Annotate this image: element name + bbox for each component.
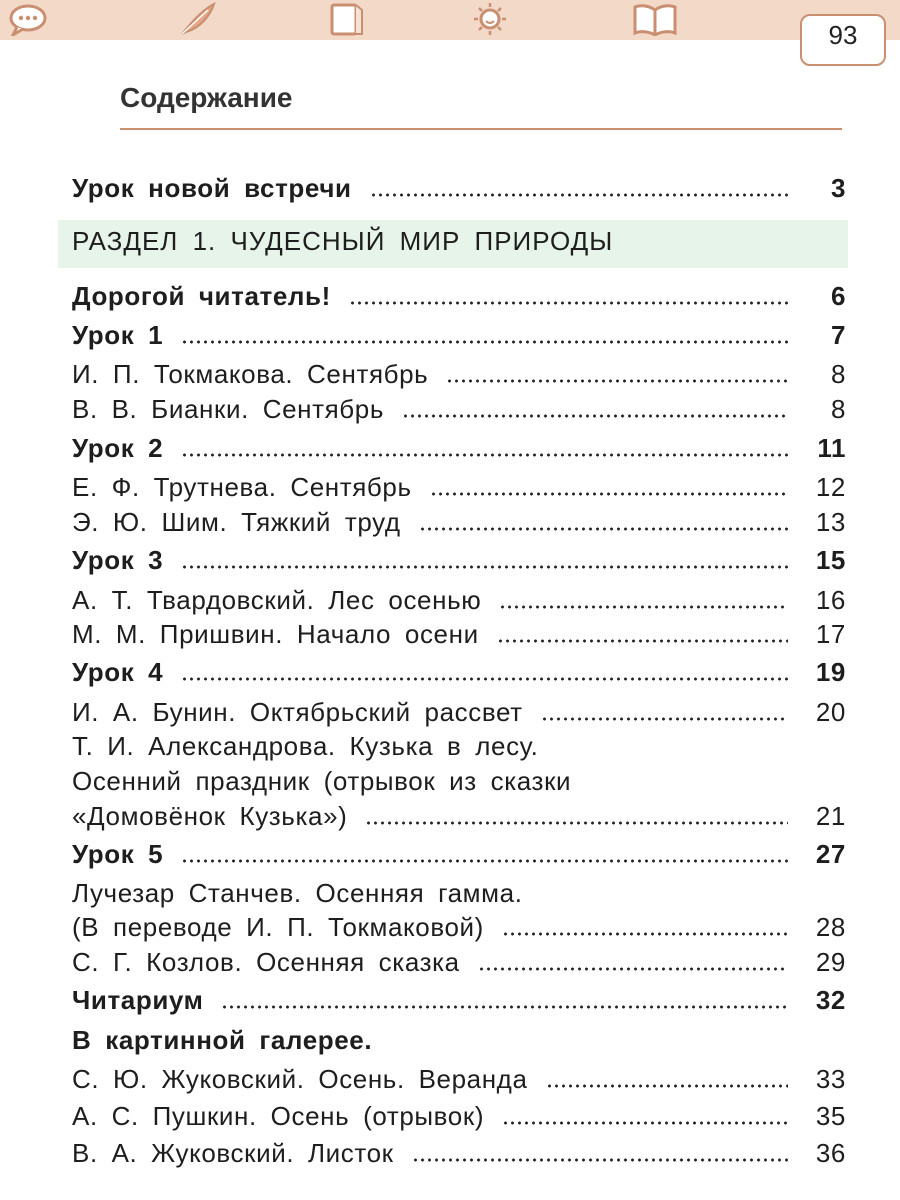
toc-entry-title: А. Т. Твардовский. Лес осенью	[72, 585, 482, 615]
toc-entry-title: Урок 2	[72, 433, 164, 463]
dot-leader	[181, 677, 788, 681]
toc-entry-page: 29	[815, 947, 846, 977]
dot-leader	[412, 1158, 788, 1162]
dot-leader	[365, 821, 788, 825]
toc-entry-title: Урок 4	[72, 657, 164, 687]
toc-entry-title: (В переводе И. П. Токмаковой)	[72, 912, 484, 942]
toc-entry-title: М. М. Пришвин. Начало осени	[72, 619, 479, 649]
toc-entry	[72, 1096, 846, 1132]
dot-leader	[181, 340, 788, 344]
toc-entry-title: В. В. Бианки. Сентябрь	[72, 394, 385, 424]
toc-entry	[72, 580, 846, 616]
dot-leader	[181, 565, 788, 569]
toc-entry-title: Урок 5	[72, 839, 164, 869]
toc-entry	[72, 1133, 846, 1169]
toc-entry	[72, 692, 846, 728]
toc-entry-title: Лучезар Станчев. Осенняя гамма.	[72, 878, 523, 908]
toc-entry	[72, 1059, 846, 1095]
toc-entry	[72, 614, 846, 650]
dot-leader	[502, 1121, 788, 1125]
toc-entry-title: Урок 3	[72, 545, 164, 575]
toc-entry	[72, 980, 846, 1016]
dot-leader	[541, 717, 788, 721]
toc-entry-page: 21	[815, 801, 846, 831]
dot-leader	[497, 639, 788, 643]
toc-entry-page: 11	[817, 433, 846, 463]
toc-entry-page: 7	[830, 320, 846, 350]
toc-entry-page: 19	[815, 657, 846, 687]
toc-entry-page: 6	[830, 281, 846, 311]
toc-entry-page: 36	[815, 1138, 846, 1168]
dot-leader	[181, 859, 788, 863]
dot-leader	[402, 414, 788, 418]
toc-entry-page: 27	[815, 839, 846, 869]
toc-entry-title: Т. И. Александрова. Кузька в лесу.	[72, 731, 539, 761]
toc-entry	[72, 467, 846, 503]
dot-leader	[502, 932, 788, 936]
toc-heading: Содержание	[120, 82, 293, 113]
toc-entry	[72, 907, 846, 943]
toc-entry-title: Е. Ф. Трутнева. Сентябрь	[72, 472, 412, 502]
toc-entry-page: 12	[815, 472, 846, 502]
toc-entry-title: Осенний праздник (отрывок из сказки	[72, 766, 572, 796]
toc-entry-page: 13	[815, 507, 846, 537]
toc-entry	[72, 873, 846, 909]
toc-entry-title: Э. Ю. Шим. Тяжкий труд	[72, 507, 401, 537]
toc-entry	[72, 796, 846, 832]
toc-entry	[72, 315, 846, 351]
heading-rule	[120, 128, 842, 130]
dot-leader	[221, 1005, 788, 1009]
toc-entry	[72, 168, 846, 204]
feather-icon	[178, 2, 218, 36]
dot-leader	[349, 301, 788, 305]
toc-entry	[72, 834, 846, 870]
dot-leader	[430, 492, 788, 496]
toc-entry-page: 32	[815, 985, 846, 1015]
toc-entry	[72, 276, 846, 312]
toc-entry-title: С. Г. Козлов. Осенняя сказка	[72, 947, 460, 977]
toc-entry	[72, 428, 846, 464]
dot-leader	[446, 379, 788, 383]
header-band	[0, 0, 900, 40]
toc-entry-title: Читариум	[72, 985, 204, 1015]
speech-bubble-icon	[8, 2, 48, 36]
toc-entry	[72, 502, 846, 538]
toc-entry	[72, 726, 846, 762]
toc-entry	[72, 389, 846, 425]
section-title: РАЗДЕЛ 1. ЧУДЕСНЫЙ МИР ПРИРОДЫ	[72, 226, 614, 256]
toc-entry-page: 16	[815, 585, 846, 615]
toc-entry-title: А. С. Пушкин. Осень (отрывок)	[72, 1101, 485, 1131]
dot-leader	[419, 527, 788, 531]
book-closed-icon	[326, 2, 366, 36]
toc-entry-title: С. Ю. Жуковский. Осень. Веранда	[72, 1064, 528, 1094]
dot-leader	[181, 453, 788, 457]
toc-entry-page: 8	[830, 359, 846, 389]
toc-entry-title: И. П. Токмакова. Сентябрь	[72, 359, 429, 389]
toc-entry	[72, 354, 846, 390]
dot-leader	[478, 967, 788, 971]
toc-entry-title: В. А. Жуковский. Листок	[72, 1138, 394, 1168]
toc-entry-title: Дорогой читатель!	[72, 281, 331, 311]
toc-entry-page: 35	[815, 1101, 846, 1131]
toc-entry-page: 28	[815, 912, 846, 942]
toc-entry-page: 33	[815, 1064, 846, 1094]
toc-entry-title: В картинной галерее.	[72, 1025, 373, 1055]
toc-entry	[72, 652, 846, 688]
toc-entry	[72, 761, 846, 797]
toc-entry-title: «Домовёнок Кузька»)	[72, 801, 348, 831]
dot-leader	[546, 1084, 788, 1088]
toc-entry-page: 3	[830, 173, 846, 203]
dot-leader	[499, 605, 788, 609]
toc-entry	[72, 1020, 846, 1056]
toc-entry-page: 17	[815, 619, 846, 649]
page-number: 93	[828, 20, 858, 50]
toc-entry-page: 8	[830, 394, 846, 424]
toc-entry-title: Урок новой встречи	[72, 173, 352, 203]
toc-entry	[72, 540, 846, 576]
toc-entry-title: И. А. Бунин. Октябрьский рассвет	[72, 697, 523, 727]
sun-icon	[470, 2, 510, 36]
toc-entry-title: Урок 1	[72, 320, 164, 350]
toc-entry-page: 15	[815, 545, 846, 575]
toc-entry	[72, 942, 846, 978]
dot-leader	[370, 193, 788, 197]
book-open-icon	[632, 2, 678, 36]
toc-entry-page: 20	[815, 697, 846, 727]
